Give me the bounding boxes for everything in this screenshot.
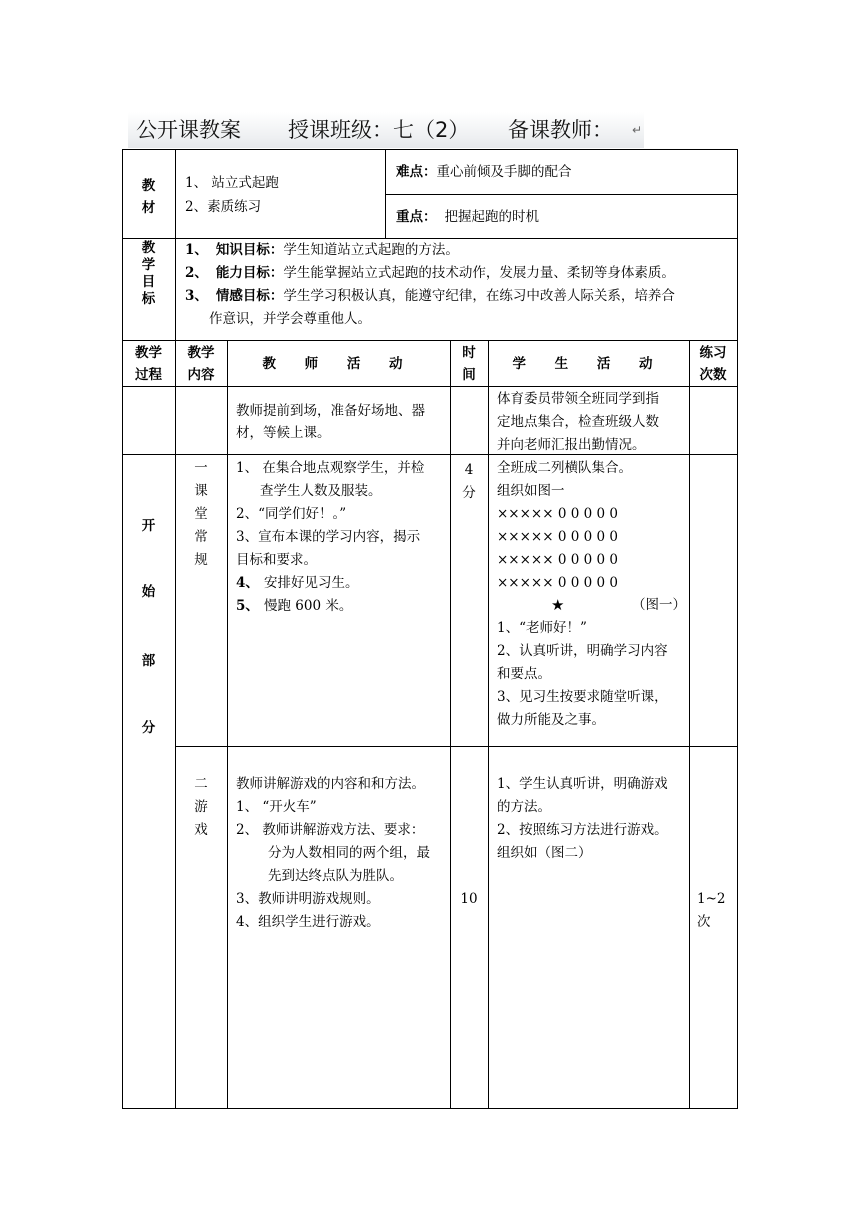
goal-item-3: 3、 情感目标：学生学习积极认真，能遵守纪律，在练习中改善人际关系，培养合 [185,288,675,304]
routine-student-4: 2、认真听讲，明确学习内容 [497,643,668,659]
routine-teacher-4: 3、宣布本课的学习内容，揭示 [236,529,421,545]
goals-label-3: 目 [141,274,156,290]
game-student-2: 的方法。 [497,799,551,815]
section-label-2: 始 [141,584,156,600]
doc-title: 公开课教案 [136,118,241,142]
col-time-1: 时 [462,345,476,361]
section-label-3: 部 [141,653,156,669]
star-icon: ★ [551,596,565,614]
routine-teacher-3: 2、“同学们好！。” [236,506,347,522]
routine-content-2: 课 [194,483,208,499]
goal-item-3-cont: 作意识，并学会尊重他人。 [209,311,371,327]
materials-label-2: 材 [141,200,156,216]
game-teacher-7: 4、组织学生进行游戏。 [236,914,380,930]
routine-student-6: 3、见习生按要求随堂听课， [497,689,668,705]
game-count-2: 次 [697,914,711,930]
routine-student-1: 全班成二列横队集合。 [497,460,632,476]
formation-row-2: ××××× 0 0 0 0 0 [497,529,618,545]
routine-content-5: 规 [194,552,208,568]
col-content-2: 内容 [187,367,215,383]
routine-student-3: 1、“老师好！” [497,620,587,636]
routine-time-2: 分 [462,485,476,501]
game-student-3: 2、按照练习方法进行游戏。 [497,822,668,838]
difficulty-row [396,161,572,184]
routine-time-1: 4 [464,462,474,478]
col-count-2: 次数 [699,367,727,383]
routine-student-5: 和要点。 [497,666,551,682]
teacher-label: 备课教师： [508,118,613,142]
routine-student-7: 做力所能及之事。 [497,712,605,728]
formation-row-3: ××××× 0 0 0 0 0 [497,552,618,568]
goal-item-1: 1、 知识目标：学生知道站立式起跑的方法。 [185,242,459,258]
routine-teacher-5: 目标和要求。 [236,552,317,568]
page-header [128,112,644,148]
routine-teacher-2: 查学生人数及服装。 [260,483,382,499]
difficulty-label: 难点： [396,164,437,180]
game-teacher-3: 2、 教师讲解游戏方法、要求： [236,822,425,838]
routine-teacher-6-text: 安排好见习生。 [264,575,359,591]
game-teacher-1: 教师讲解游戏的内容和和方法。 [236,776,425,792]
section-label-4: 分 [141,720,156,736]
pre-teacher-line-2: 材，等候上课。 [236,425,331,441]
game-teacher-4: 分为人数相同的两个组，最 [268,845,430,861]
paragraph-mark-icon: ↵ [632,123,643,137]
section-label-1: 开 [141,518,156,534]
key-point-label: 重点： [396,209,437,225]
goal-item-2: 2、 能力目标：学生能掌握站立式起跑的技术动作，发展力量、柔韧等身体素质。 [185,265,675,281]
col-process-2: 过程 [135,367,162,383]
key-point-text: 把握起跑的时机 [444,209,539,225]
game-time: 10 [460,891,478,907]
material-item-1: 1、 站立式起跑 [185,175,279,191]
col-teacher-activity: 教 师 活 动 [262,356,415,372]
figure-1-caption: （图一） [632,597,686,613]
routine-content-3: 堂 [194,506,208,522]
game-count-1: 1~2 [697,891,726,907]
goals-label-1: 教 [141,240,156,256]
pre-teacher-line-1: 教师提前到场，准备好场地、器 [236,403,425,419]
goals-label-2: 学 [141,257,156,273]
class-label: 授课班级：七（2） [288,118,470,142]
routine-teacher-1: 1、 在集合地点观察学生，并检 [236,460,425,476]
routine-student-2: 组织如图一 [497,483,565,499]
goals-label-4: 标 [141,291,156,307]
game-teacher-5: 先到达终点队为胜队。 [268,868,403,884]
game-teacher-6: 3、教师讲明游戏规则。 [236,891,380,907]
game-content-1: 二 [194,776,208,792]
game-teacher-2: 1、 “开火车” [236,799,317,815]
formation-row-4: ××××× 0 0 0 0 0 [497,575,618,591]
key-point-row [396,206,539,229]
material-item-2: 2、素质练习 [185,199,262,215]
col-student-activity: 学 生 活 动 [512,356,665,372]
routine-teacher-7-num: 5、 [236,598,259,614]
pre-student-line-3: 并向老师汇报出勤情况。 [497,437,646,453]
formation-row-1: ××××× 0 0 0 0 0 [497,506,618,522]
routine-content-4: 常 [194,529,208,545]
routine-content-1: 一 [194,460,208,476]
game-content-2: 游 [194,799,208,815]
col-process-1: 教学 [135,345,162,361]
difficulty-text: 重心前倾及手脚的配合 [436,164,572,180]
game-student-4: 组织如（图二） [497,845,592,861]
col-count-1: 练习 [699,345,727,361]
routine-teacher-7-text: 慢跑 600 米。 [264,598,353,614]
col-content-1: 教学 [187,345,215,361]
col-time-2: 间 [462,367,476,383]
materials-label-1: 教 [141,178,156,194]
pre-student-line-2: 定地点集合，检查班级人数 [497,414,659,430]
game-content-3: 戏 [194,822,208,838]
pre-student-line-1: 体育委员带领全班同学到指 [497,391,659,407]
game-student-1: 1、学生认真听讲，明确游戏 [497,776,668,792]
routine-teacher-6-num: 4、 [236,575,259,591]
